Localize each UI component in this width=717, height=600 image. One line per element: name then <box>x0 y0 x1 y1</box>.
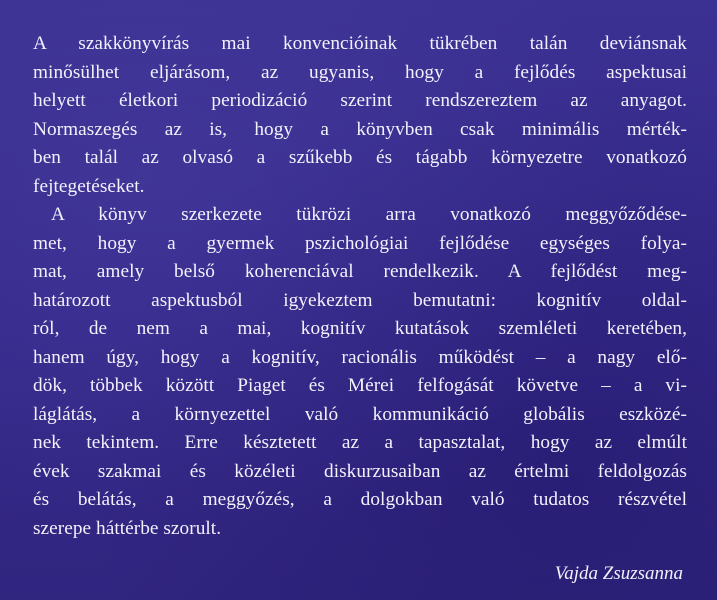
text-line: és belátás, a meggyőzés, a dolgokban való tudatos részvétel <box>33 489 687 510</box>
text-line: határozott aspektusból igyekeztem bemutatni: kognitív oldal- <box>33 289 687 311</box>
text-line: A könyv szerkezete tükrözi arra vonatkozó meggyőződése- <box>51 204 687 225</box>
text-line: dök, többek között Piaget és Mérei felfogását követve – a vi- <box>33 375 687 396</box>
text-line: met, hogy a gyermek pszichológiai fejlődése egységes folya- <box>33 232 687 254</box>
text-line: ról, de nem a mai, kognitív kutatások szemléleti keretében, <box>33 318 687 339</box>
text-line: A szakkönyvírás mai konvencióinak tükrében talán deviánsnak <box>33 33 687 54</box>
paragraph-1 <box>33 30 687 201</box>
text-line: Normaszegés az is, hogy a könyvben csak minimális mérték- <box>33 118 687 140</box>
text-line: minősülhet eljárásom, az ugyanis, hogy a fejlődés aspektusai <box>33 61 687 83</box>
text-line: nek tekintem. Erre késztetett az a tapasztalat, hogy az elmúlt <box>33 432 687 453</box>
text-line: helyett életkori periodizáció szerint rendszereztem az anyagot. <box>33 90 687 111</box>
text-line: évek szakmai és közéleti diskurzusaiban az értelmi feldolgozás <box>33 460 687 482</box>
text-line: fejtegetéseket. <box>33 175 145 197</box>
author-signature: Vajda Zsuzsanna <box>554 563 683 584</box>
text-line: mat, amely belső koherenciával rendelkezik. A fejlődést meg- <box>33 261 687 282</box>
text-line: láglátás, a környezettel való kommunikáció globális eszközé- <box>33 403 687 425</box>
text-line: szerepe háttérbe szorult. <box>33 517 222 539</box>
text-line: ben talál az olvasó a szűkebb és tágabb környezetre vonatkozó <box>33 147 687 168</box>
paragraph-2 <box>33 201 687 543</box>
text-line: hanem úgy, hogy a kognitív, racionális működést – a nagy elő- <box>33 346 687 368</box>
